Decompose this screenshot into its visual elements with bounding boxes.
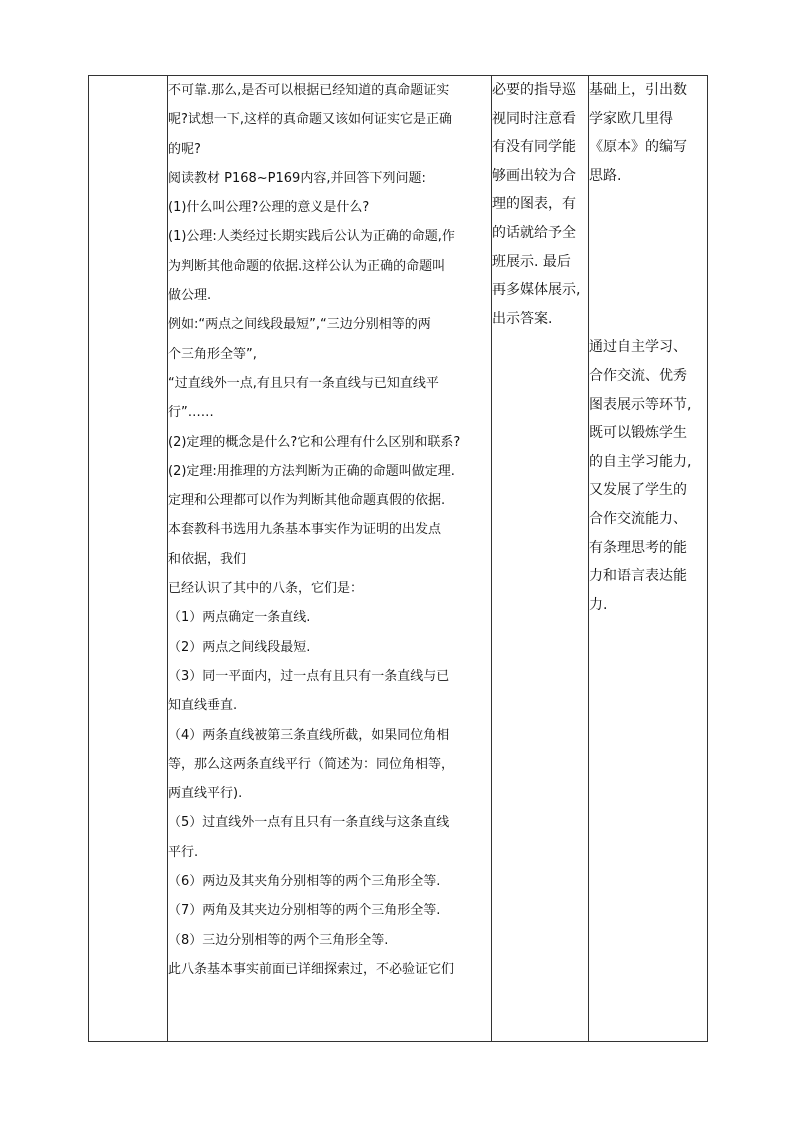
text-line: 和依据，我们 [168, 551, 247, 567]
text-line: （1）两点确定一条直线. [168, 610, 311, 626]
text-line: （2）两点之间线段最短. [168, 639, 311, 655]
text-line: 班展示. 最后 [492, 253, 571, 270]
text-line: 不可靠.那么,是否可以根据已经知道的真命题证实 [168, 83, 450, 98]
text-line: 《原本》的编写 [589, 139, 687, 156]
text-line: 两直线平行). [168, 786, 243, 802]
text-line: 例如:“两点之间线段最短”,“三边分别相等的两 [168, 317, 431, 333]
text-line: 知直线垂直. [168, 698, 238, 714]
text-line: (2)定理的概念是什么?它和公理有什么区别和联系? [168, 434, 461, 450]
text-line: 定理和公理都可以作为判断其他命题真假的依据. [168, 493, 446, 509]
text-line: （8）三边分别相等的两个三角形全等. [168, 932, 389, 948]
text-line: 的呢? [168, 141, 201, 157]
text-line: （3）同一平面内，过一点有且只有一条直线与已 [168, 668, 450, 684]
text-line: （4）两条直线被第三条直线所截，如果同位角相 [168, 727, 450, 743]
text-line: 思路. [589, 167, 622, 184]
text-line: （7）两角及其夹边分别相等的两个三角形全等. [168, 903, 441, 919]
teacher-activity-text [492, 76, 588, 333]
text-line: 有条理思考的能 [589, 539, 687, 556]
design-intent-cell [589, 76, 708, 1042]
table-row [89, 76, 708, 1042]
text-line: 为判断其他命题的依据.这样公认为正确的命题叫 [168, 258, 446, 274]
text-line: 此八条基本事实前面已详细探索过，不必验证它们 [168, 961, 455, 977]
teacher-activity-cell [492, 76, 589, 1042]
design-intent-text-1 [589, 76, 707, 190]
spacer [589, 190, 707, 333]
text-line: 平行. [168, 844, 199, 860]
text-line: 出示答案. [492, 310, 553, 327]
text-line: 的话就给予全 [492, 224, 576, 241]
text-line: 学家欧几里得 [589, 110, 673, 127]
text-line: 理的图表，有 [492, 196, 576, 213]
text-line: 呢?试想一下,这样的真命题又该如何证实它是正确 [168, 112, 453, 128]
text-line: （6）两边及其夹角分别相等的两个三角形全等. [168, 874, 441, 890]
text-line: 做公理. [168, 288, 212, 304]
lesson-table [88, 75, 708, 1042]
content-cell [168, 76, 492, 1042]
text-line: 合作交流能力、 [589, 510, 687, 527]
text-line: 等，那么这两条直线平行（简述为：同位角相等， [168, 756, 455, 772]
text-line: 个三角形全等”, [168, 346, 257, 362]
text-line: (2)定理:用推理的方法判断为正确的命题叫做定理. [168, 463, 455, 479]
stage-cell [89, 76, 168, 1042]
text-line: （5）过直线外一点有且只有一条直线与这条直线 [168, 815, 450, 831]
text-line: 的自主学习能力, [589, 453, 692, 470]
text-line: 够画出较为合 [492, 167, 576, 184]
main-text [168, 76, 491, 984]
text-line: 通过自主学习、 [589, 339, 687, 356]
text-line: 已经认识了其中的八条，它们是： [168, 581, 364, 597]
text-line: 必要的指导巡 [492, 82, 576, 98]
text-line: 力和语言表达能 [589, 568, 687, 585]
text-line: 既可以锻炼学生 [589, 425, 687, 442]
text-line: 合作交流、优秀 [589, 367, 687, 384]
text-line: 基础上，引出数 [589, 82, 687, 98]
text-line: 视同时注意看 [492, 110, 576, 127]
design-intent-text-2 [589, 333, 707, 619]
text-line: 再多媒体展示, [492, 282, 581, 299]
text-line: (1)公理:人类经过长期实践后公认为正确的命题,作 [168, 229, 455, 245]
text-line: 本套教科书选用九条基本事实作为证明的出发点 [168, 522, 442, 538]
text-line: 有没有同学能 [492, 139, 576, 156]
text-line: (1)什么叫公理?公理的意义是什么? [168, 200, 370, 216]
text-line: 力. [589, 596, 608, 613]
text-line: 阅读教材 P168~P169内容,并回答下列问题: [168, 170, 426, 186]
text-line: 行”…… [168, 405, 214, 421]
text-line: 又发展了学生的 [589, 482, 687, 499]
text-line: 图表展示等环节, [589, 396, 692, 413]
text-line: “过直线外一点,有且只有一条直线与已知直线平 [168, 375, 439, 391]
